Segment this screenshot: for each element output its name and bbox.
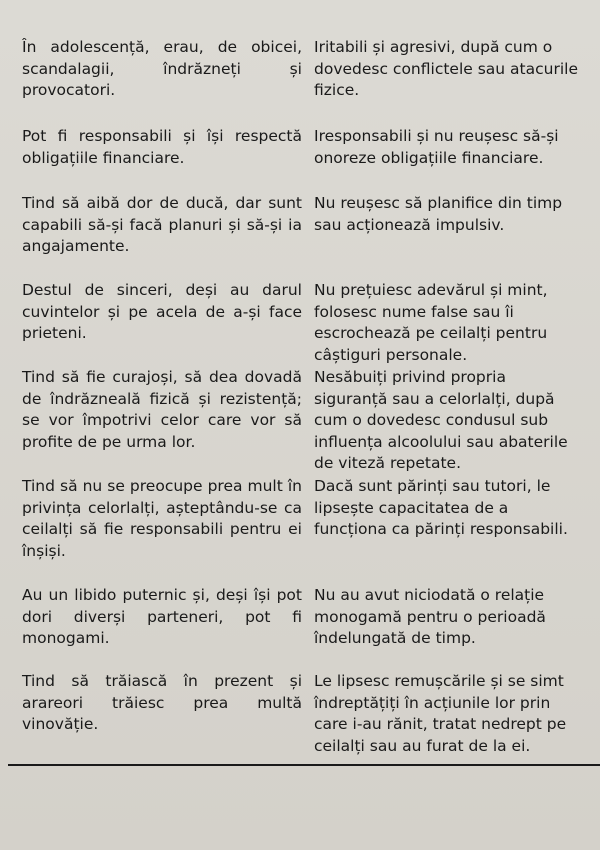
healthy-trait-text: În adolescență, erau, de obicei, scandalagii, îndrăzneți și provocatori. xyxy=(22,38,302,99)
antisocial-trait-text: Le lipsesc remușcările și se simt îndreptățiți în acțiunile lor prin care i-au rănit, tratat nedrept pe ceilalți sau au furat de la ei. xyxy=(314,672,567,755)
healthy-trait-text: Tind să trăiască în prezent și arareori trăiesc prea multă vinovăție. xyxy=(22,672,302,733)
antisocial-trait-text: Nesăbuiți privind propria siguranță sau a celorlalți, după cum o dovedesc condusul sub influența alcoolului sau abaterile de viteză repetate. xyxy=(314,368,568,472)
healthy-trait-text: Tind să fie curajoși, să dea dovadă de îndrăzneală fizică și rezistență; se vor împotrivi celor care vor să profite de pe urma lor. xyxy=(22,368,302,451)
antisocial-trait-text: Iritabili și agresivi, după cum o dovedesc conflictele sau atacurile fizice. xyxy=(314,38,578,99)
antisocial-trait-text: Iresponsabili și nu reușesc să-și onoreze obligațiile financiare. xyxy=(314,127,559,167)
healthy-trait-text: Destul de sinceri, deși au darul cuvintelor și pe acela de a-și face prieteni. xyxy=(22,281,302,342)
antisocial-trait-text: Nu au avut niciodată o relație monogamă pentru o perioadă îndelungată de timp. xyxy=(314,586,546,647)
healthy-trait-text: Pot fi responsabili și își respectă obligațiile financiare. xyxy=(22,127,302,167)
healthy-trait-text: Au un libido puternic și, deși își pot dori diverși parteneri, pot fi monogami. xyxy=(22,586,302,647)
healthy-trait-text: Tind să aibă dor de ducă, dar sunt capabili să-și facă planuri și să-și ia angajamente. xyxy=(22,194,302,255)
healthy-trait-text: Tind să nu se preocupe prea mult în privința celorlalți, așteptându-se ca ceilalți să fie responsabili pentru ei înșiși. xyxy=(22,477,302,560)
antisocial-trait-text: Nu reușesc să planifice din timp sau acționează impulsiv. xyxy=(314,194,563,234)
table-bottom-rule xyxy=(8,764,600,766)
antisocial-trait-text: Dacă sunt părinți sau tutori, le lipsește capacitatea de a funcționa ca părinți responsabili. xyxy=(314,477,568,538)
antisocial-trait-text: Nu prețuiesc adevărul și mint, folosesc nume false sau îi escrochează pe ceilalți pentru câștiguri personale. xyxy=(314,281,548,364)
